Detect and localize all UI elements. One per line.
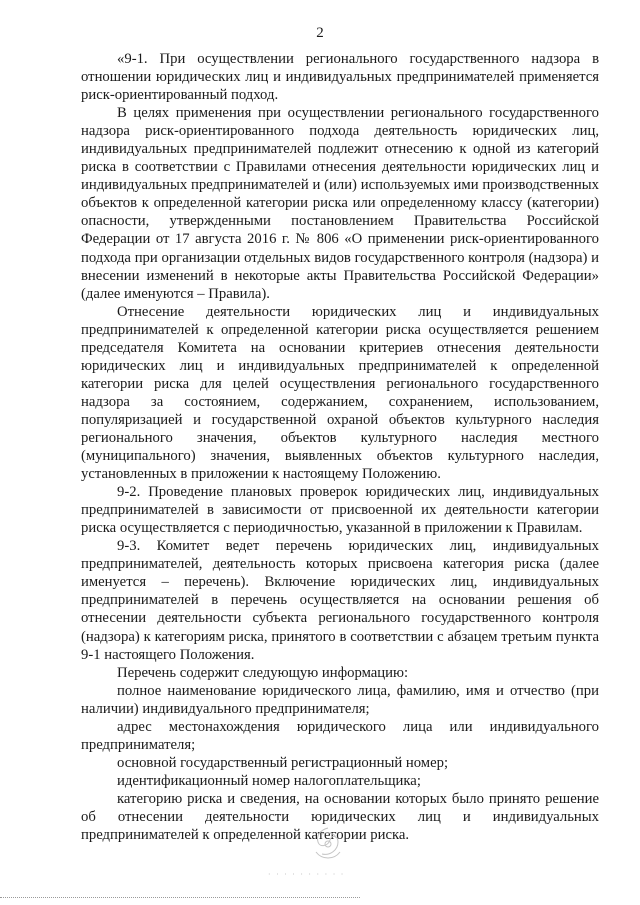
list-item-risk-category: категорию риска и сведения, на основании которых было принято решение об отнесении деятельности юридических лиц и индивидуальных предпринимателей к определенной категории риска. [81,790,599,844]
paragraph-9-3: 9-3. Комитет ведет перечень юридических лиц, индивидуальных предпринимателей, деятельность которых присвоена категория риска (далее именуется – перечень). Включение юридических лиц, индивидуальных предпринимателей в перечень осуществляется на основании решения об отнесении деятельности субъекта регионального государственного контроля (надзора) к категориям риска, принятого в соответствии с абзацем третьим пункта 9-1 настоящего Положения. [81,538,599,663]
page-bottom-rule [0,897,360,899]
list-item-inn: идентификационный номер налогоплательщика; [117,772,421,789]
faint-seal-icon [308,824,348,864]
list-item-ogrn: основной государственный регистрационный номер; [117,754,449,771]
document-body [81,50,599,844]
paragraph-9-2: 9-2. Проведение плановых проверок юридических лиц, индивидуальных предпринимателей в зависимости от присвоенной их деятельности категории риска осуществляется с периодичностью, указанной в приложении к Правилам. [81,484,599,537]
paragraph-risk-application: В целях применения при осуществлении регионального государственного надзора риск-ориентированного подхода деятельность юридических лиц, индивидуальных предпринимателей подлежит отнесению к одной из категорий риска в соответствии с Правилами отнесения деятельности юридических лиц и индивидуальных предпринимателей и (или) используемых ими производственных объектов к определенной категории риска или определенному классу (категории) опасности, утвержденными постановлением Правительства Российской Федерации от 17 августа 2016 г. № 806 «О применении риск-ориентированного подхода при организации отдельных видов государственного контроля (надзора) и внесении изменений в некоторые акты Правительства Российской Федерации» (далее именуются – Правила). [81,105,599,302]
faint-stamp-marks: · · · · · · · · · · [268,870,345,879]
list-item-address: адрес местонахождения юридического лица или индивидуального предпринимателя; [81,718,599,753]
list-item-name: полное наименование юридического лица, фамилию, имя и отчество (при наличии) индивидуального предпринимателя; [81,682,599,717]
paragraph-list-intro: Перечень содержит следующую информацию: [117,664,409,681]
page-number: 2 [316,25,324,41]
paragraph-9-1-intro: «9-1. При осуществлении регионального государственного надзора в отношении юридических лиц и индивидуальных предпринимателей применяется риск-ориентированный подход. [81,51,599,104]
paragraph-risk-assignment: Отнесение деятельности юридических лиц и индивидуальных предпринимателей к определенной категории риска осуществляется решением председателя Комитета на основании критериев отнесения деятельности юридических лиц и индивидуальных предпринимателей к определенной категории риска для целей осуществления регионального государственного надзора за состоянием, содержанием, сохранением, использованием, популяризацией и государственной охраной объектов культурного наследия регионального значения, объектов культурного наследия местного (муниципального) значения, выявленных объектов культурного наследия, установленных в приложении к настоящему Положению. [81,303,599,483]
